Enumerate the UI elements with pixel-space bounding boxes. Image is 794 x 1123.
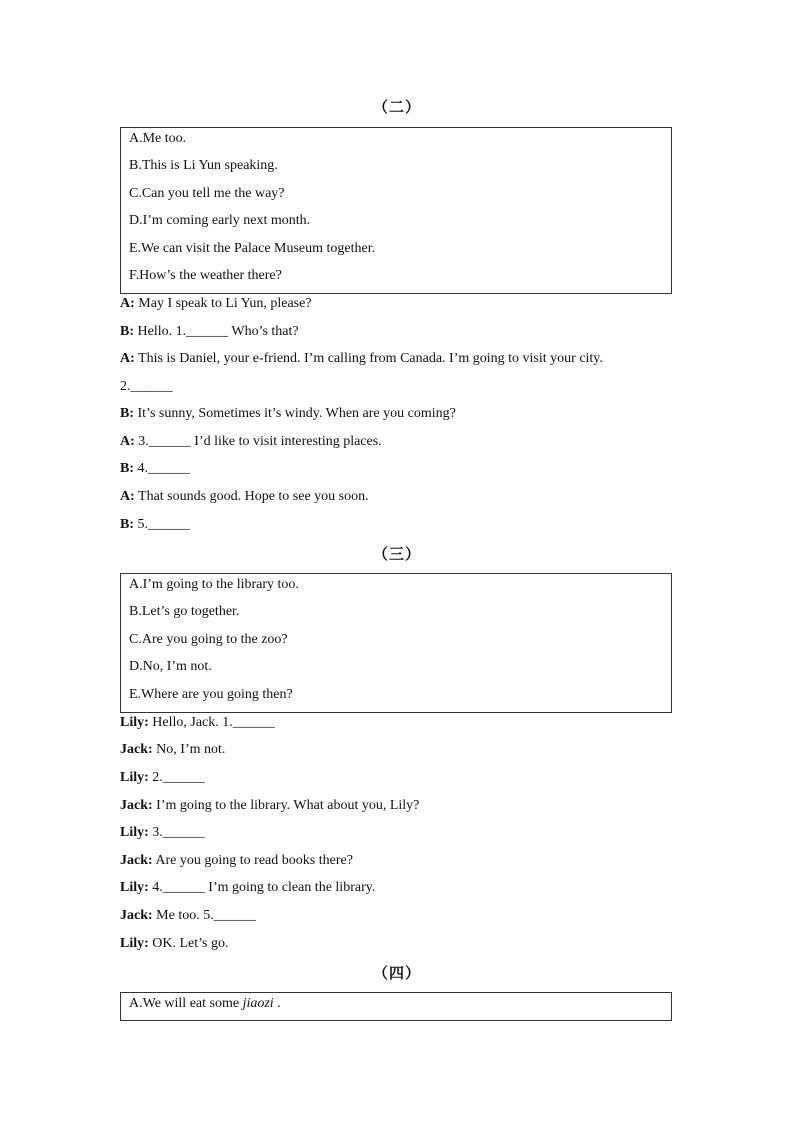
dialogue-line: Jack: No, I’m not.	[120, 742, 226, 757]
dialogue-line: A: 3.______ I’d like to visit interesting places.	[120, 434, 382, 449]
option-a: A.Me too.	[129, 131, 187, 146]
option-f: F.How’s the weather there?	[129, 268, 282, 283]
section-title-4: （四）	[372, 966, 421, 982]
option-d: D.I’m coming early next month.	[129, 213, 311, 228]
dialogue-line: B: 4.______	[120, 461, 190, 476]
dialogue-line: Lily: Hello, Jack. 1.______	[120, 715, 275, 730]
dialogue-line: Jack: I’m going to the library. What about you, Lily?	[120, 798, 420, 813]
option-e: E.We can visit the Palace Museum together.	[129, 241, 376, 256]
dialogue-line: Jack: Me too. 5.______	[120, 908, 256, 923]
option-b: B.This is Li Yun speaking.	[129, 158, 278, 173]
dialogue-line: 2.______	[120, 379, 173, 394]
option-c: C.Can you tell me the way?	[129, 186, 285, 201]
dialogue-line: B: Hello. 1.______ Who’s that?	[120, 324, 299, 339]
dialogue-line: Lily: 4.______ I’m going to clean the library.	[120, 880, 376, 895]
dialogue-line: A: May I speak to Li Yun, please?	[120, 296, 312, 311]
dialogue-line: Lily: OK. Let’s go.	[120, 936, 229, 951]
dialogue-line: Lily: 3.______	[120, 825, 205, 840]
option-a: A.We will eat some jiaozi .	[129, 996, 281, 1011]
dialogue-line: A: That sounds good. Hope to see you soon.	[120, 489, 369, 504]
option-b: B.Let’s go together.	[129, 604, 240, 619]
options-box-3	[120, 573, 672, 713]
dialogue-line: B: It’s sunny, Sometimes it’s windy. When are you coming?	[120, 406, 456, 421]
option-c: C.Are you going to the zoo?	[129, 632, 288, 647]
section-title-3: （三）	[372, 547, 421, 563]
option-d: D.No, I’m not.	[129, 659, 212, 674]
dialogue-line: Lily: 2.______	[120, 770, 205, 785]
dialogue-line: Jack: Are you going to read books there?	[120, 853, 353, 868]
options-box-2	[120, 127, 672, 294]
dialogue-line: B: 5.______	[120, 517, 190, 532]
options-box-4	[120, 992, 672, 1021]
option-e: E.Where are you going then?	[129, 687, 293, 702]
dialogue-line: A: This is Daniel, your e-friend. I’m calling from Canada. I’m going to visit your city.	[120, 351, 603, 366]
option-a: A.I’m going to the library too.	[129, 577, 299, 592]
section-title-2: （二）	[372, 100, 421, 116]
